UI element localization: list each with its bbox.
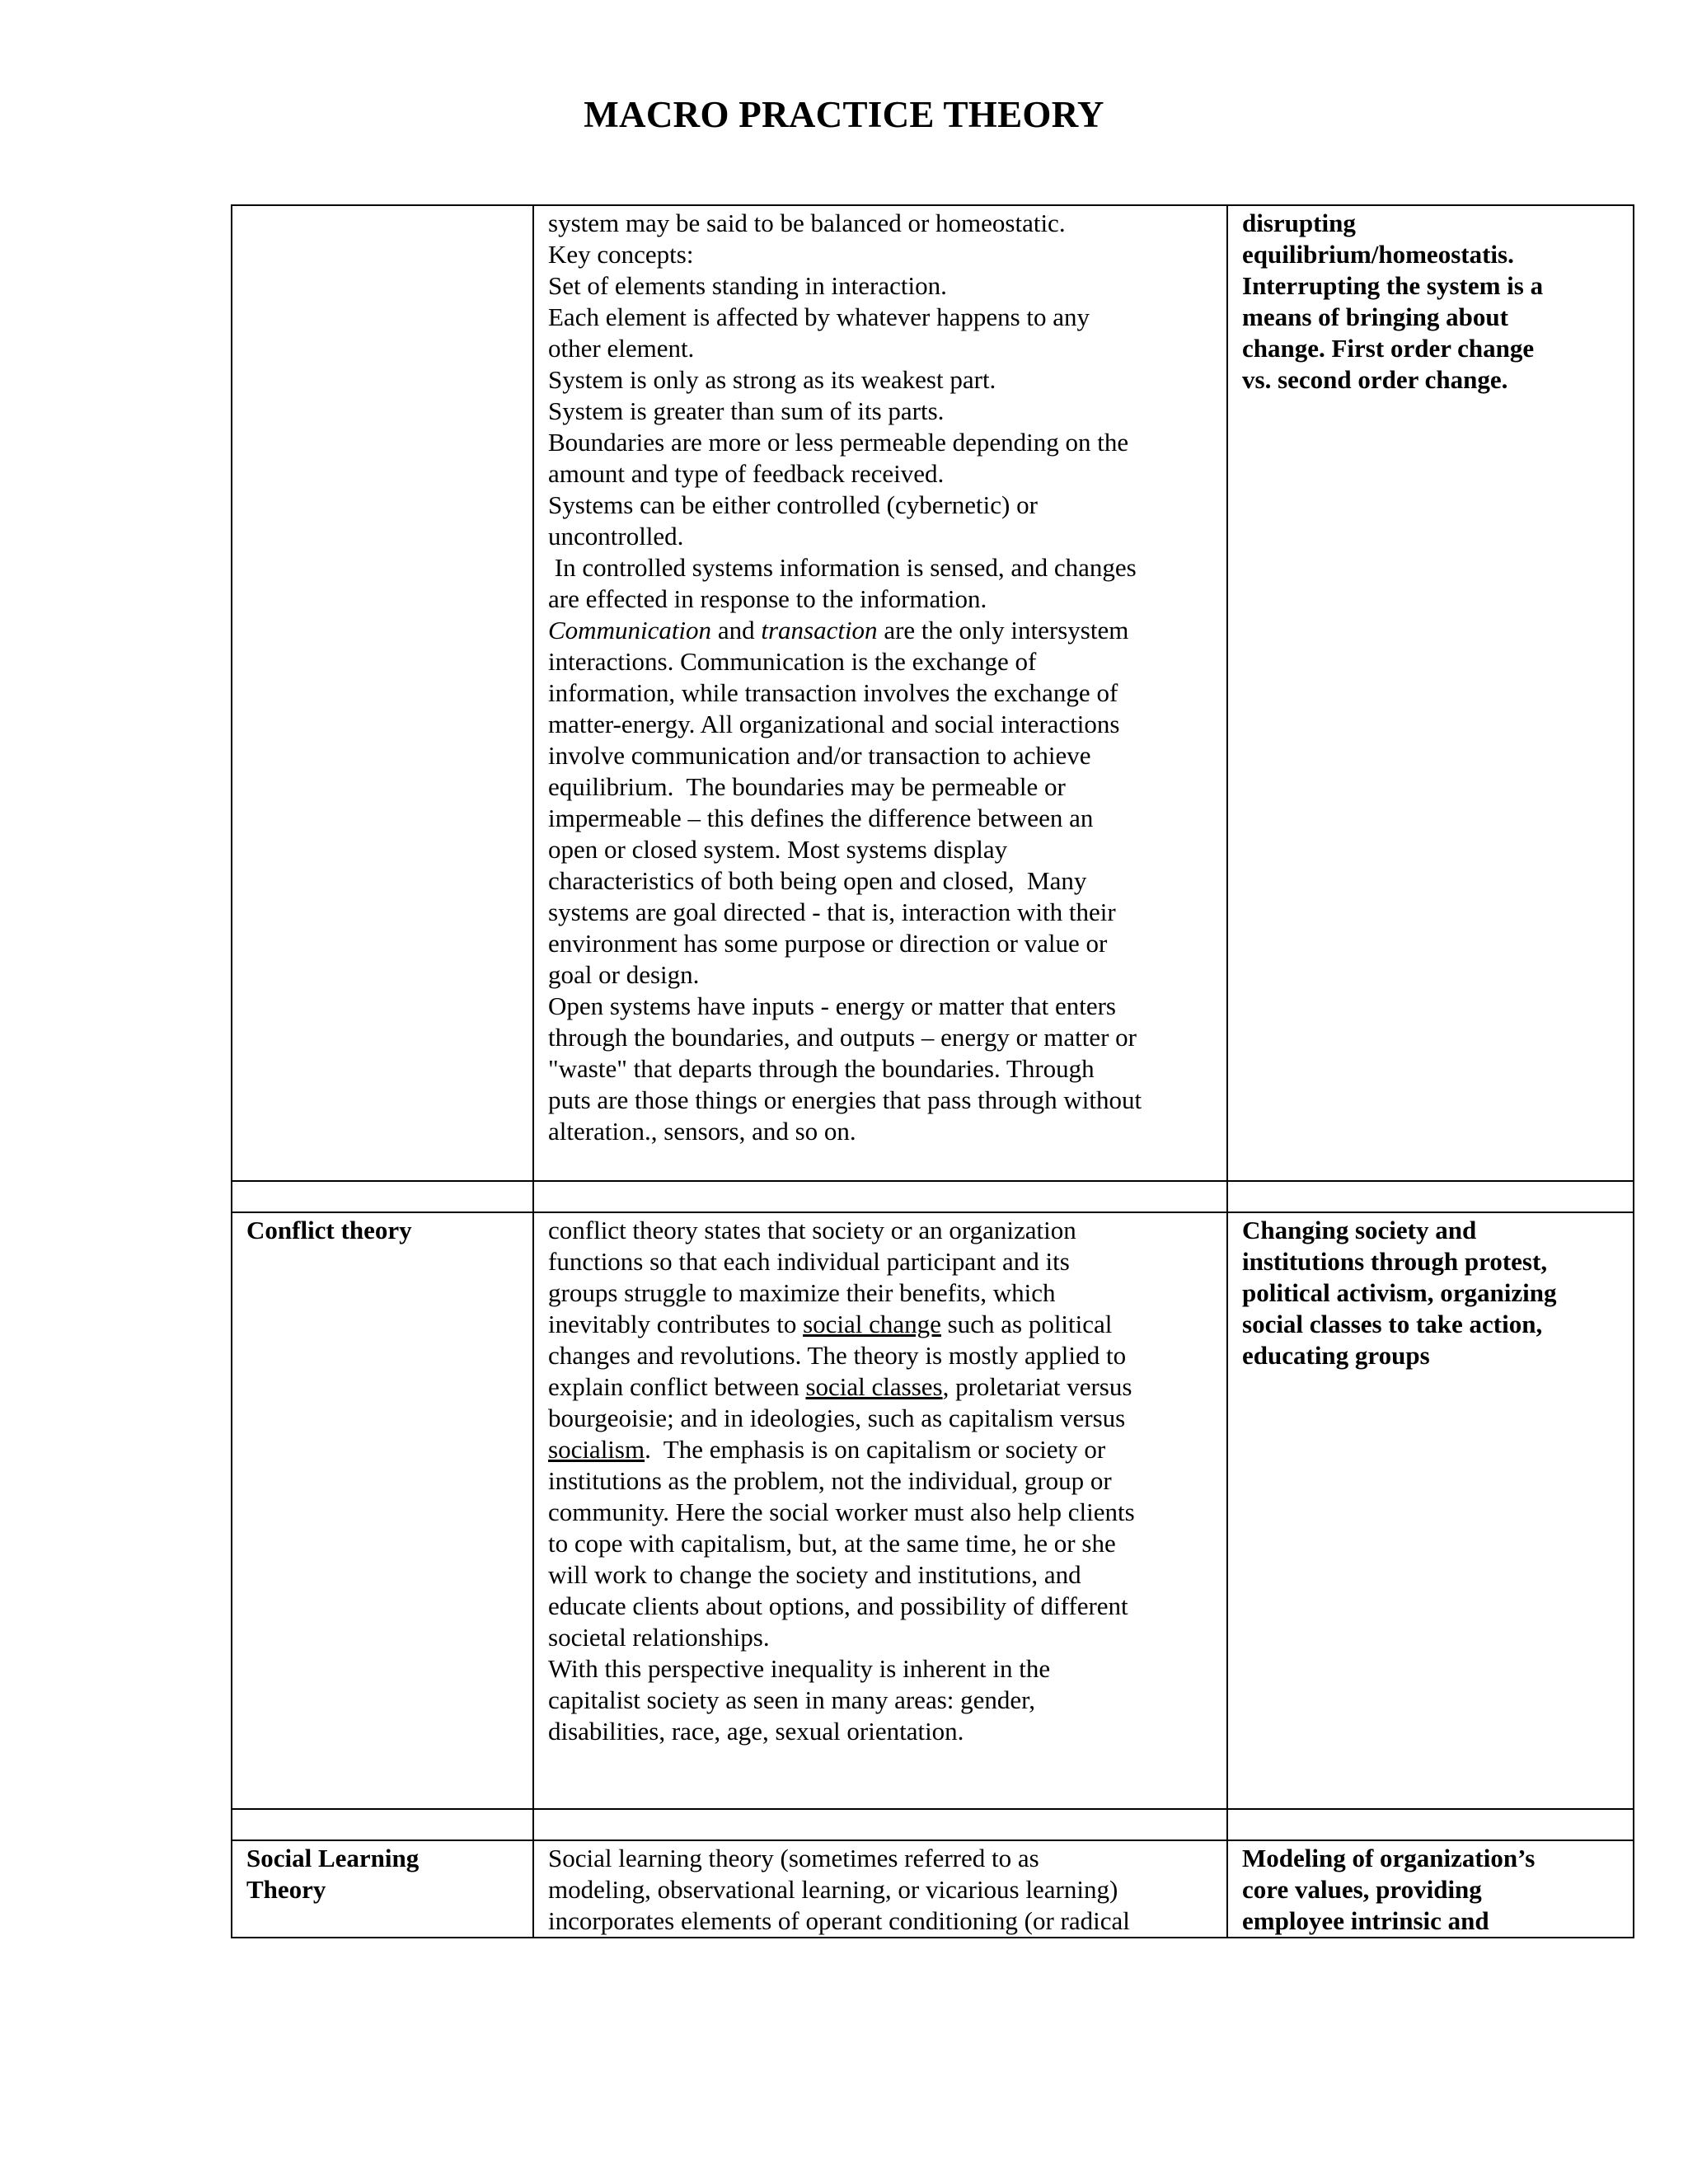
description-line: to cope with capitalism, but, at the same time, he or she bbox=[548, 1529, 1116, 1558]
spacer-cell bbox=[232, 1809, 533, 1840]
description-line: Each element is affected by whatever happens to any bbox=[548, 302, 1090, 331]
application-line: educating groups bbox=[1242, 1341, 1430, 1370]
description-line: bourgeoisie; and in ideologies, such as capitalism versus bbox=[548, 1404, 1126, 1432]
italic-term: Communication bbox=[548, 616, 712, 644]
description-line: System is only as strong as its weakest part. bbox=[548, 365, 996, 394]
application-line: political activism, organizing bbox=[1242, 1278, 1557, 1307]
table-spacer-row bbox=[232, 1181, 1634, 1212]
description-line: Social learning theory (sometimes referred to as bbox=[548, 1844, 1039, 1872]
spacer-cell bbox=[533, 1181, 1227, 1212]
description-line: characteristics of both being open and closed, Many bbox=[548, 866, 1087, 895]
description-line bbox=[548, 1309, 1213, 1340]
description-line: through the boundaries, and outputs – energy or matter or bbox=[548, 1023, 1137, 1052]
description-fragment: . The emphasis is on capitalism or society or bbox=[645, 1435, 1106, 1464]
description-line: alteration., sensors, and so on. bbox=[548, 1117, 856, 1146]
description-line: functions so that each individual participant and its bbox=[548, 1247, 1070, 1276]
description-fragment: inevitably contributes to bbox=[548, 1310, 804, 1338]
socialism-link[interactable]: socialism bbox=[548, 1435, 645, 1464]
spacer-cell bbox=[232, 1181, 533, 1212]
description-line: environment has some purpose or direction or value or bbox=[548, 929, 1108, 958]
application-line: social classes to take action, bbox=[1242, 1310, 1543, 1338]
description-line: groups struggle to maximize their benefits, which bbox=[548, 1278, 1056, 1307]
description-fragment: such as political bbox=[940, 1310, 1113, 1338]
description-line: changes and revolutions. The theory is mostly applied to bbox=[548, 1341, 1127, 1370]
description-line bbox=[548, 1434, 1213, 1465]
description-line: matter-energy. All organizational and social interactions bbox=[548, 710, 1120, 738]
description-fragment: and bbox=[711, 616, 762, 644]
spacer-cell bbox=[1227, 1181, 1634, 1212]
description-line: puts are those things or energies that pass through without bbox=[548, 1085, 1142, 1114]
application-cell-social-learning bbox=[1227, 1840, 1634, 1938]
description-fragment: are the only intersystem bbox=[877, 616, 1129, 644]
description-line: educate clients about options, and possibility of different bbox=[548, 1591, 1128, 1620]
spacer-cell bbox=[1227, 1809, 1634, 1840]
description-line: In controlled systems information is sensed, and changes bbox=[548, 553, 1137, 582]
description-line: Boundaries are more or less permeable depending on the bbox=[548, 428, 1129, 457]
description-line: "waste" that departs through the boundaries. Through bbox=[548, 1054, 1095, 1083]
application-line: Interrupting the system is a bbox=[1242, 271, 1544, 300]
description-line: Open systems have inputs - energy or matter that enters bbox=[548, 991, 1116, 1020]
description-line: interactions. Communication is the exchange of bbox=[548, 647, 1037, 676]
spacer-cell bbox=[533, 1809, 1227, 1840]
application-line: change. First order change bbox=[1242, 334, 1535, 363]
social-change-link[interactable]: social change bbox=[803, 1310, 941, 1338]
description-line: equilibrium. The boundaries may be permeable or bbox=[548, 772, 1066, 801]
description-line: modeling, observational learning, or vicarious learning) bbox=[548, 1875, 1118, 1904]
application-cell-conflict bbox=[1227, 1212, 1634, 1809]
application-line: vs. second order change. bbox=[1242, 365, 1508, 394]
description-line: uncontrolled. bbox=[548, 522, 684, 551]
description-line: information, while transaction involves the exchange of bbox=[548, 678, 1118, 707]
application-line: means of bringing about bbox=[1242, 302, 1508, 331]
table-spacer-row bbox=[232, 1809, 1634, 1840]
description-line: goal or design. bbox=[548, 960, 700, 989]
table-row-systems bbox=[232, 205, 1634, 1181]
description-line: are effected in response to the information. bbox=[548, 584, 987, 613]
application-line: disrupting bbox=[1242, 209, 1356, 237]
description-line: impermeable – this defines the difference between an bbox=[548, 804, 1094, 832]
description-line: System is greater than sum of its parts. bbox=[548, 396, 945, 425]
description-cell-social-learning bbox=[533, 1840, 1227, 1938]
description-line: will work to change the society and institutions, and bbox=[548, 1560, 1081, 1589]
table-row-conflict bbox=[232, 1212, 1634, 1809]
description-line: involve communication and/or transaction to achieve bbox=[548, 741, 1091, 770]
description-fragment: explain conflict between bbox=[548, 1372, 806, 1401]
description-line: Set of elements standing in interaction. bbox=[548, 271, 947, 300]
theory-table bbox=[231, 204, 1634, 1938]
description-line: community. Here the social worker must also help clients bbox=[548, 1497, 1135, 1526]
application-cell-systems bbox=[1227, 205, 1634, 1181]
description-line: systems are goal directed - that is, interaction with their bbox=[548, 898, 1116, 926]
theory-cell-systems bbox=[232, 205, 533, 1181]
description-line: amount and type of feedback received. bbox=[548, 459, 945, 488]
application-line: Modeling of organization’s bbox=[1242, 1844, 1536, 1872]
description-line: disabilities, race, age, sexual orientation. bbox=[548, 1717, 964, 1746]
description-cell-conflict bbox=[533, 1212, 1227, 1809]
description-line: institutions as the problem, not the individual, group or bbox=[548, 1466, 1112, 1495]
description-line bbox=[548, 615, 1213, 646]
theory-cell-social-learning bbox=[232, 1840, 533, 1938]
application-line: institutions through protest, bbox=[1242, 1247, 1548, 1276]
theory-cell-conflict bbox=[232, 1212, 533, 1809]
description-line: Systems can be either controlled (cybernetic) or bbox=[548, 490, 1038, 519]
application-line: employee intrinsic and bbox=[1242, 1906, 1489, 1935]
description-line: open or closed system. Most systems display bbox=[548, 835, 1008, 864]
description-line: capitalist society as seen in many areas: gender, bbox=[548, 1685, 1035, 1714]
description-line: conflict theory states that society or an organization bbox=[548, 1216, 1076, 1244]
description-line: other element. bbox=[548, 334, 695, 363]
theory-name: Conflict theory bbox=[246, 1216, 412, 1244]
description-line: incorporates elements of operant conditioning (or radical bbox=[548, 1906, 1130, 1935]
social-classes-link[interactable]: social classes bbox=[805, 1372, 943, 1401]
description-line: societal relationships. bbox=[548, 1623, 770, 1652]
description-line: With this perspective inequality is inherent in the bbox=[548, 1654, 1051, 1683]
theory-name: Theory bbox=[246, 1875, 326, 1904]
theory-name: Social Learning bbox=[246, 1844, 420, 1872]
description-line: system may be said to be balanced or homeostatic. bbox=[548, 209, 1066, 237]
description-line bbox=[548, 1371, 1213, 1403]
italic-term: transaction bbox=[761, 616, 878, 644]
application-line: equilibrium/homeostatis. bbox=[1242, 240, 1514, 269]
application-line: Changing society and bbox=[1242, 1216, 1477, 1244]
table-row-social-learning bbox=[232, 1840, 1634, 1938]
page-title: MACRO PRACTICE THEORY bbox=[584, 94, 1104, 135]
application-line: core values, providing bbox=[1242, 1875, 1482, 1904]
description-cell-systems bbox=[533, 205, 1227, 1181]
description-line: Key concepts: bbox=[548, 240, 694, 269]
description-fragment: , proletariat versus bbox=[942, 1372, 1132, 1401]
